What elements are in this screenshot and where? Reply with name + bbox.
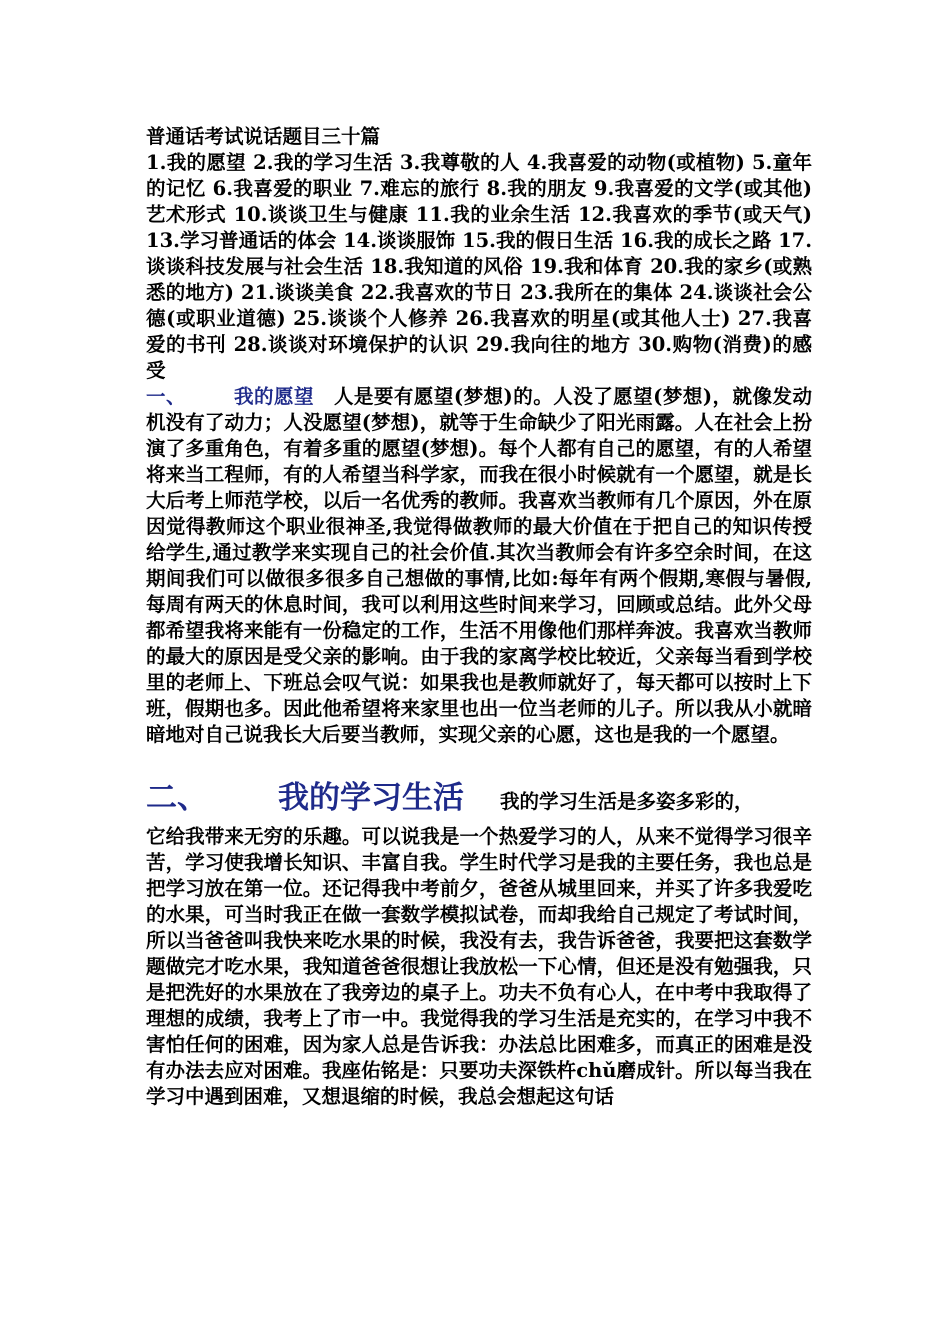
section-1-body: 人是要有愿望(梦想)的。人没了愿望(梦想)，就像发动机没有了动力；人没愿望(梦想)，就等于生命缺少了阳光雨露。人在社会上扮演了多重角色，有着多重的愿望(梦想)。每个人都有自己的愿望，有的人希望将来当工程师，有的人希望当科学家，而我在很小时候就有一个愿望，就是长大后考上师范学校，以后一名优秀的教师。我喜欢当教师有几个原因，外在原因觉得教师这个职业很神圣,我觉得做教师的最大价值在于把自己的知识传授给学生,通过教学来实现自己的社会价值.其次当教师会有许多空余时间，在这期间我们可以做很多很多自己想做的事情,比如:每年有两个假期,寒假与暑假,每周有两天的休息时间，我可以利用这些时间来学习，回顾或总结。此外父母都希望我将来能有一份稳定的工作，生活不用像他们那样奔波。我喜欢当教师的最大的原因是受父亲的影响。由于我的家离学校比较近，父亲每当看到学校里的老师上、下班总会叹气说：如果我也是教师就好了，每天都可以按时上下班，假期也多。因此他希望将来家里也出一位当老师的儿子。所以我从小就暗暗地对自己说我长大后要当教师，实现父亲的心愿，这也是我的一个愿望。 bbox=[146, 385, 812, 746]
section-2 bbox=[146, 776, 812, 1110]
section-2-lead: 我的学习生活是多姿多彩的， bbox=[500, 790, 754, 813]
section-2-body: 它给我带来无穷的乐趣。可以说我是一个热爱学习的人，从来不觉得学习很辛苦，学习使我增长知识、丰富自我。学生时代学习是我的主要任务，我也总是把学习放在第一位。还记得我中考前夕，爸爸从城里回来，并买了许多我爱吃的水果，可当时我正在做一套数学模拟试卷，而却我给自己规定了考试时间，所以当爸爸叫我快来吃水果的时候，我没有去，我告诉爸爸，我要把这套数学题做完才吃水果，我知道爸爸很想让我放松一下心情，但还是没有勉强我，只是把洗好的水果放在了我旁边的桌子上。功夫不负有心人，在中考中我取得了理想的成绩，我考上了市一中。我觉得我的学习生活是充实的，在学习中我不害怕任何的困难，因为家人总是告诉我：办法总比困难多，而真正的困难是没有办法去应对困难。我座佑铭是：只要功夫深铁杵chǔ磨成针。所以每当我在学习中遇到困难，又想退缩的时候，我总会想起这句话 bbox=[146, 825, 812, 1108]
topic-list: 1.我的愿望 2.我的学习生活 3.我尊敬的人 4.我喜爱的动物(或植物) 5.童年的记忆 6.我喜爱的职业 7.难忘的旅行 8.我的朋友 9.我喜爱的文学(或其他)艺术形式 10.谈谈卫生与健康 11.我的业余生活 12.我喜欢的季节(或天气) 13.学习普通话的体会 14.谈谈服饰 15.我的假日生活 16.我的成长之路 17.谈谈科技发展与社会生活 18.我知道的风俗 19.我和体育 20.我的家乡(或熟悉的地方) 21.谈谈美食 22.我喜欢的节日 23.我所在的集体 24.谈谈社会公德(或职业道德) 25.谈谈个人修养 26.我喜欢的明星(或其他人士) 27.我喜爱的书刊 28.谈谈对环境保护的认识 29.我向往的地方 30.购物(消费)的感受 bbox=[146, 151, 812, 382]
document-page bbox=[146, 124, 812, 1110]
section-2-number: 二、 bbox=[146, 780, 208, 816]
section-1 bbox=[146, 384, 812, 748]
section-2-heading-line bbox=[146, 776, 812, 824]
section-2-heading: 我的学习生活 bbox=[278, 780, 464, 816]
section-1-heading: 我的愿望 bbox=[233, 385, 314, 408]
section-1-number: 一、 bbox=[146, 385, 186, 408]
document-title: 普通话考试说话题目三十篇 bbox=[146, 125, 381, 148]
